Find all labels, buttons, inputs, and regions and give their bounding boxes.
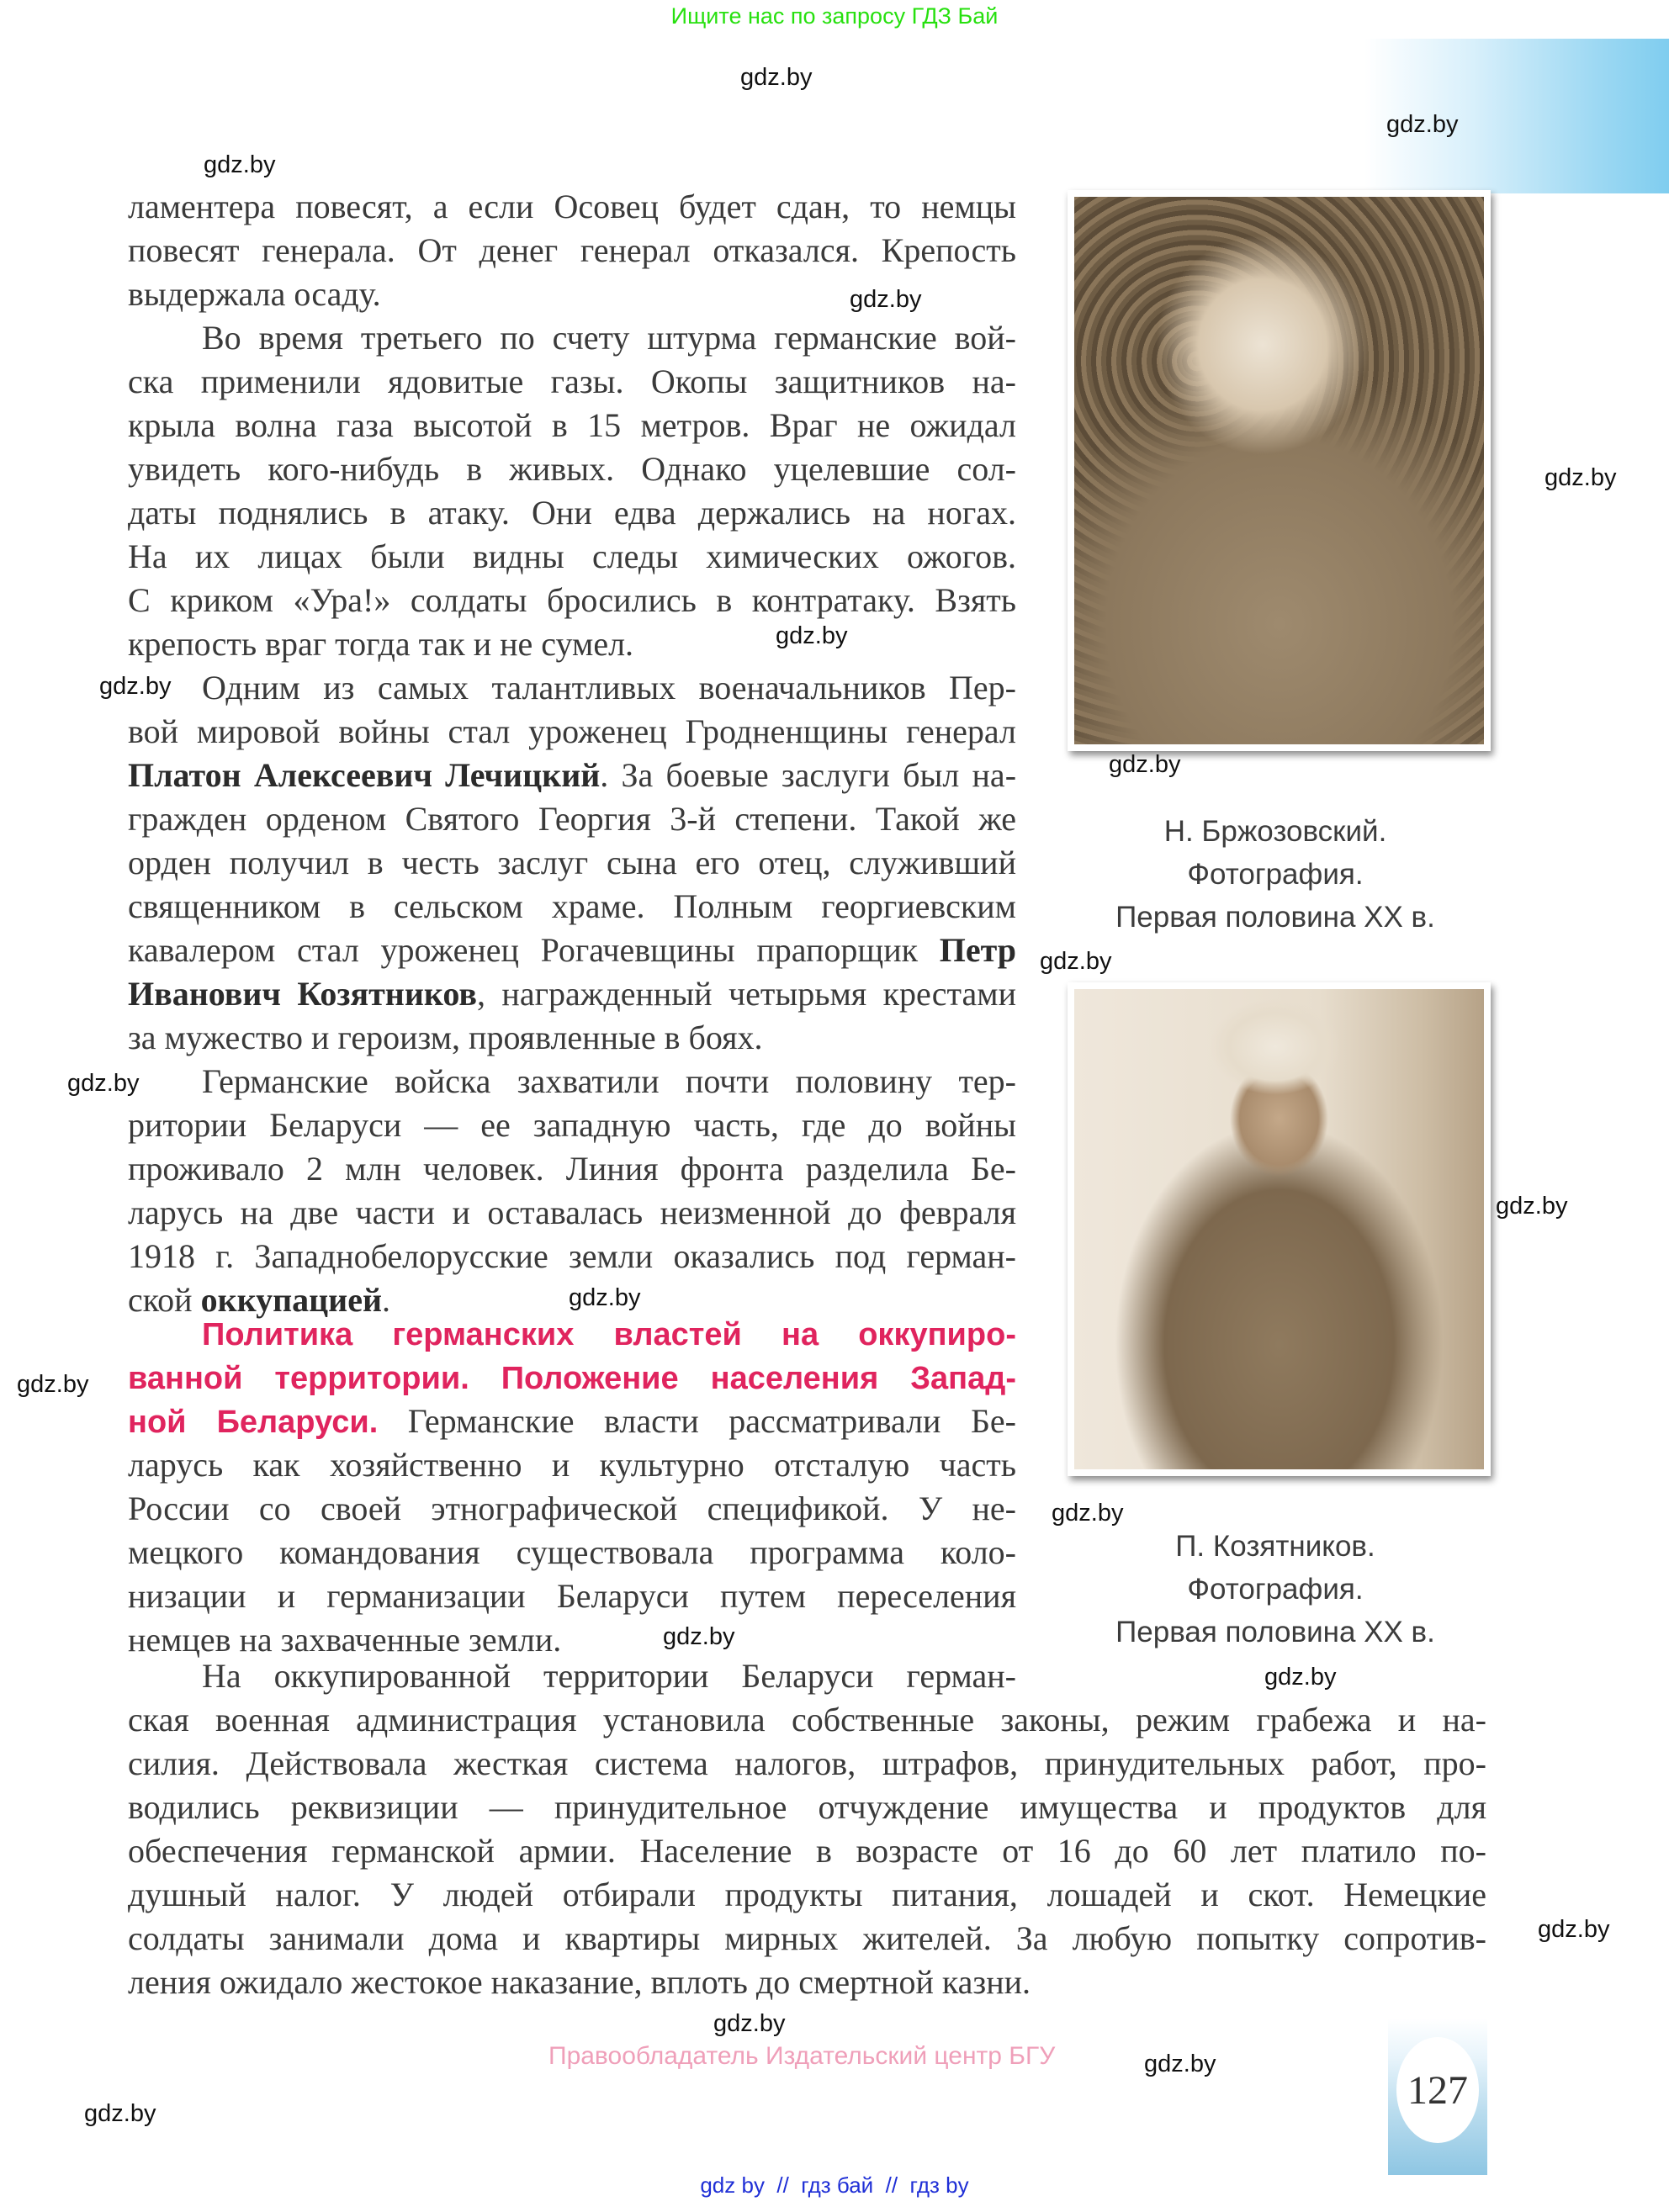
text-line: выдержала осаду. xyxy=(128,275,381,313)
text-line: даты поднялись в атаку. Они едва держались на ногах. xyxy=(128,494,1016,532)
text-line xyxy=(128,754,1016,797)
watermark-text: gdz.by xyxy=(663,1623,735,1650)
text-line: низации и германизации Беларуси путем переселения xyxy=(128,1577,1016,1615)
text-line: ларусь на две части и оставалась неизменной до февраля xyxy=(128,1193,1016,1231)
watermark-text: gdz.by xyxy=(740,64,813,91)
caption-type: Фотография. xyxy=(1187,1573,1364,1606)
text-line xyxy=(128,929,1016,972)
text-line: ления ожидало жестокое наказание, вплоть до смертной казни. xyxy=(128,1963,1031,2001)
watermark-text: gdz.by xyxy=(1052,1500,1124,1527)
text-line: крыла волна газа высотой в 15 метров. Враг не ожидал xyxy=(128,406,1016,444)
text-line: увидеть кого-нибудь в живых. Однако уцелевшие сол- xyxy=(128,450,1016,488)
text-line: Германские войска захватили почти половину тер- xyxy=(202,1062,1016,1100)
full-width-paragraph xyxy=(128,1698,1486,2004)
text-line: солдаты занимали дома и квартиры мирных жителей. За любую попытку сопротив- xyxy=(128,1919,1486,1957)
text-line: С криком «Ура!» солдаты бросились в контратаку. Взять xyxy=(128,581,1016,619)
text-line: На их лицах были видны следы химических ожогов. xyxy=(128,537,1016,575)
watermark-text: gdz.by xyxy=(1496,1193,1568,1220)
text-fragment: . xyxy=(382,1281,391,1319)
text-line: проживало 2 млн человек. Линия фронта разделила Бе- xyxy=(128,1150,1016,1188)
main-column xyxy=(128,185,1016,1322)
watermark-text: gdz.by xyxy=(17,1371,89,1398)
watermark-text: gdz.by xyxy=(67,1070,140,1097)
text-line: ритории Беларуси — ее западную часть, где до войны xyxy=(128,1106,1016,1144)
bold-name: Иванович Козятников xyxy=(128,975,477,1013)
caption-name: Н. Бржозовский. xyxy=(1163,815,1387,848)
text-line: На оккупированной территории Беларуси герман- xyxy=(202,1657,1016,1695)
photo-kozyatnikov xyxy=(1068,982,1491,1476)
text-line: душный налог. У людей отбирали продукты питания, лошадей и скот. Немецкие xyxy=(128,1876,1486,1913)
text-line: обеспечения германской армии. Население в возрасте от 16 до 60 лет платило по- xyxy=(128,1832,1486,1870)
text-line: России со своей этнографической спецификой. У не- xyxy=(128,1490,1016,1527)
text-line: ламентера повесят, а если Осовец будет сдан, то немцы xyxy=(128,188,1016,225)
watermark-text: gdz.by xyxy=(1144,2051,1216,2077)
footer-links[interactable]: gdz by // гдз бай // гдз by xyxy=(700,2172,969,2198)
page-number: 127 xyxy=(1396,2037,1479,2143)
text-line: ска применили ядовитые газы. Окопы защитников на- xyxy=(128,362,1016,400)
watermark-text: gdz.by xyxy=(713,2010,786,2037)
section-heading-line-1: Политика германских властей на оккупиро- xyxy=(202,1317,1016,1352)
text-fragment: . За боевые заслуги был на- xyxy=(600,756,1017,794)
bold-name: Петр xyxy=(939,931,1016,969)
portrait-image xyxy=(1074,197,1484,744)
text-line: ская военная администрация установила собственные законы, режим грабежа и на- xyxy=(128,1701,1486,1738)
text-line: крепость враг тогда так и не сумел. xyxy=(128,625,634,663)
figure-caption-2 xyxy=(1065,1525,1486,1654)
text-line: священником в сельском храме. Полным георгиевским xyxy=(128,887,1016,925)
watermark-text: gdz.by xyxy=(204,151,276,178)
photo-brzhozovsky xyxy=(1068,190,1491,751)
text-line: орден получил в честь заслуг сына его отец, служивший xyxy=(128,844,1016,881)
text-line: мецкого командования существовала программа коло- xyxy=(128,1533,1016,1571)
text-fragment: , награжденный четырьмя крестами xyxy=(477,975,1016,1013)
text-line: 1918 г. Западнобелорусские земли оказались под герман- xyxy=(128,1237,1016,1275)
caption-type: Фотография. xyxy=(1187,858,1364,891)
text-line xyxy=(128,972,1016,1016)
bold-term: оккупацией xyxy=(200,1281,383,1319)
caption-date: Первая половина XX в. xyxy=(1115,901,1435,934)
bold-name: Платон Алексеевич Лечицкий xyxy=(128,756,601,794)
text-line: вой мировой войны стал уроженец Гродненщины генерал xyxy=(128,712,1016,750)
text-line: ларусь как хозяйственно и культурно отсталую часть xyxy=(128,1446,1016,1484)
caption-name: П. Козятников. xyxy=(1175,1530,1375,1563)
copyright-notice: Правообладатель Издательский центр БГУ xyxy=(548,2042,1056,2070)
text-line: повесят генерала. От денег генерал отказался. Крепость xyxy=(128,231,1016,269)
text-line: немцев на захваченные земли. xyxy=(128,1621,562,1659)
watermark-text: gdz.by xyxy=(850,286,922,313)
watermark-text: gdz.by xyxy=(84,2100,156,2127)
text-fragment: ской xyxy=(128,1281,201,1319)
figure-caption-1 xyxy=(1065,810,1486,939)
watermark-text: gdz.by xyxy=(1109,751,1181,778)
text-line: водились реквизиции — принудительное отчуждение имущества и продуктов для xyxy=(128,1788,1486,1826)
watermark-text: gdz.by xyxy=(99,673,172,700)
caption-date: Первая половина XX в. xyxy=(1115,1616,1435,1648)
section-block xyxy=(128,1312,1016,1662)
paragraph-first-line xyxy=(128,1654,1016,1698)
watermark-text: gdz.by xyxy=(1538,1916,1610,1943)
text-line: за мужество и героизм, проявленные в боях. xyxy=(128,1019,763,1056)
watermark-text: gdz.by xyxy=(569,1284,641,1311)
text-line: гражден орденом Святого Георгия 3-й степени. Такой же xyxy=(128,800,1016,838)
text-line: силия. Действовала жесткая система налогов, штрафов, принудительных работ, про- xyxy=(128,1744,1486,1782)
section-heading-line-2: ванной территории. Положение населения Запад- xyxy=(128,1361,1016,1396)
text-fragment: кавалером стал уроженец Рогачевщины прапорщик xyxy=(128,931,940,969)
watermark-text: gdz.by xyxy=(1386,111,1459,138)
portrait-image xyxy=(1074,989,1484,1469)
watermark-text: gdz.by xyxy=(776,622,848,649)
page-number-tab xyxy=(1388,2019,1487,2175)
text-line: Во время третьего по счету штурма германские вой- xyxy=(202,319,1016,357)
watermark-text: gdz.by xyxy=(1040,948,1112,975)
section-heading-line-3: ной Беларуси. Германские власти рассматривали Бе- xyxy=(128,1402,1016,1440)
search-hint-banner: Ищите нас по запросу ГДЗ Бай xyxy=(670,3,999,29)
watermark-text: gdz.by xyxy=(1544,464,1617,491)
text-line: Одним из самых талантливых военачальников Пер- xyxy=(202,669,1016,706)
watermark-text: gdz.by xyxy=(1264,1664,1337,1691)
